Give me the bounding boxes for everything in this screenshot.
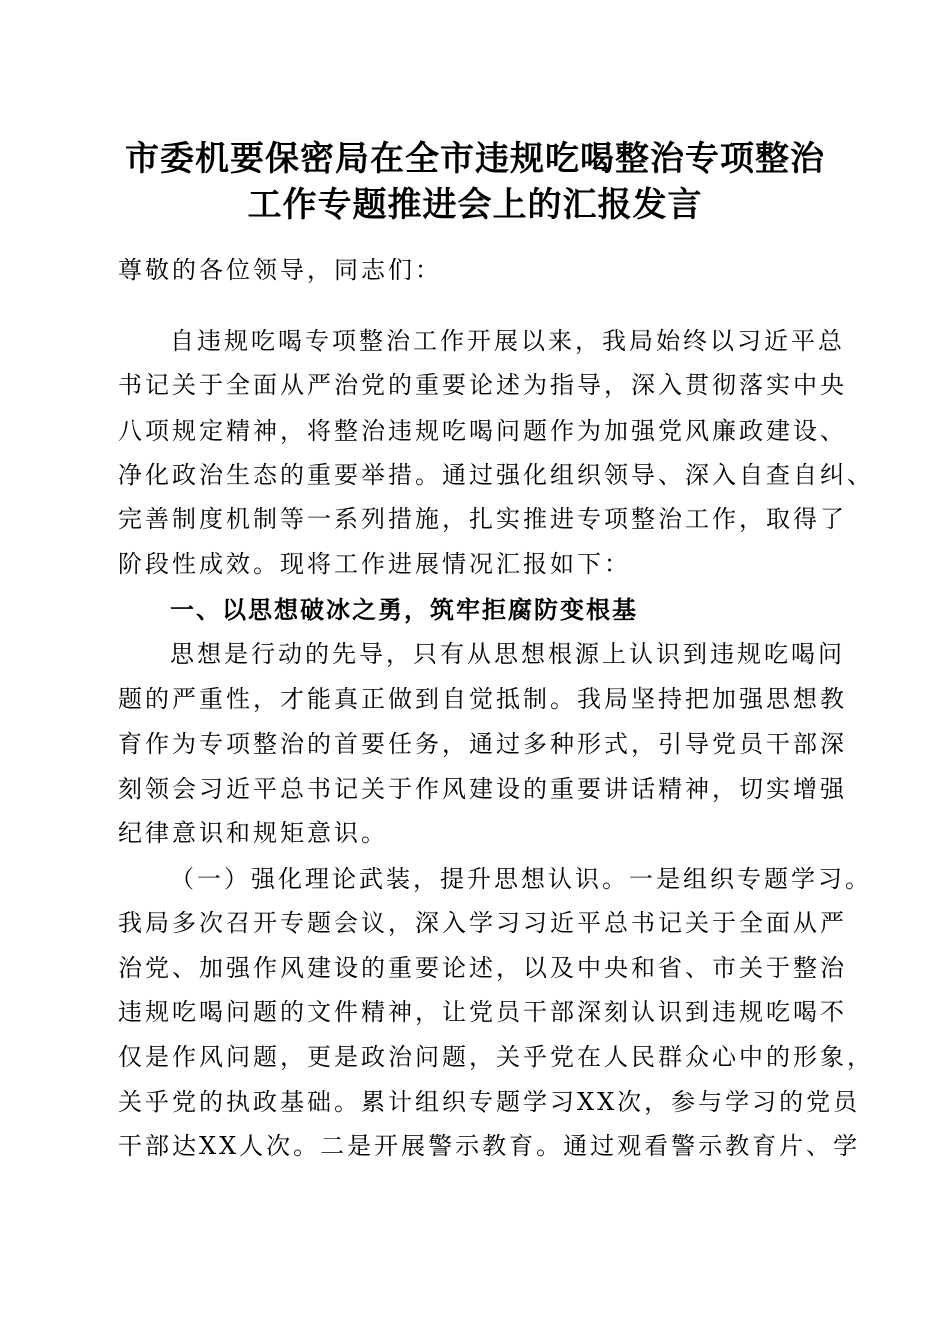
paragraph-line: 书记关于全面从严治党的重要论述为指导，深入贯彻落实中央 [118, 371, 847, 399]
paragraph-line: 刻领会习近平总书记关于作风建设的重要讲话精神，切实增强 [118, 775, 847, 803]
section-heading: 一、以思想破冰之勇，筑牢拒腐防变根基 [170, 596, 638, 624]
paragraph-line: 治党、加强作风建设的重要论述，以及中央和省、市关于整治 [118, 954, 847, 982]
paragraph-line: （一）强化理论武装，提升思想认识。一是组织专题学习。 [170, 865, 872, 893]
paragraph-line: 思想是行动的先导，只有从思想根源上认识到违规吃喝问 [170, 640, 845, 668]
paragraph-line: 纪律意识和规矩意识。 [118, 819, 388, 847]
paragraph-line: 育作为专项整治的首要任务，通过多种形式，引导党员干部深 [118, 730, 847, 758]
paragraph-line: 完善制度机制等一系列措施，扎实推进专项整治工作，取得了 [118, 505, 847, 533]
salutation: 尊敬的各位领导，同志们： [118, 256, 442, 284]
paragraph-line: 自违规吃喝专项整治工作开展以来，我局始终以习近平总 [170, 327, 845, 355]
paragraph-line: 干部达XX人次。二是开展警示教育。通过观看警示教育片、学 [118, 1132, 861, 1160]
paragraph-line: 我局多次召开专题会议，深入学习习近平总书记关于全面从严 [118, 909, 847, 937]
paragraph-line: 仅是作风问题，更是政治问题，关乎党在人民群众心中的形象， [118, 1043, 874, 1071]
paragraph-line: 净化政治生态的重要举措。通过强化组织领导、深入自查自纠、 [118, 461, 874, 489]
paragraph-line: 违规吃喝问题的文件精神，让党员干部深刻认识到违规吃喝不 [118, 998, 847, 1026]
paragraph-line: 八项规定精神，将整治违规吃喝问题作为加强党风廉政建设、 [118, 417, 847, 445]
document-title-line-2: 工作专题推进会上的汇报发言 [247, 185, 703, 225]
paragraph-line: 关乎党的执政基础。累计组织专题学习XX次，参与学习的党员 [118, 1088, 861, 1116]
paragraph-line: 题的严重性，才能真正做到自觉抵制。我局坚持把加强思想教 [118, 685, 847, 713]
paragraph-line: 阶段性成效。现将工作进展情况汇报如下： [118, 550, 631, 578]
document-title-line-1: 市委机要保密局在全市违规吃喝整治专项整治 [125, 139, 825, 179]
